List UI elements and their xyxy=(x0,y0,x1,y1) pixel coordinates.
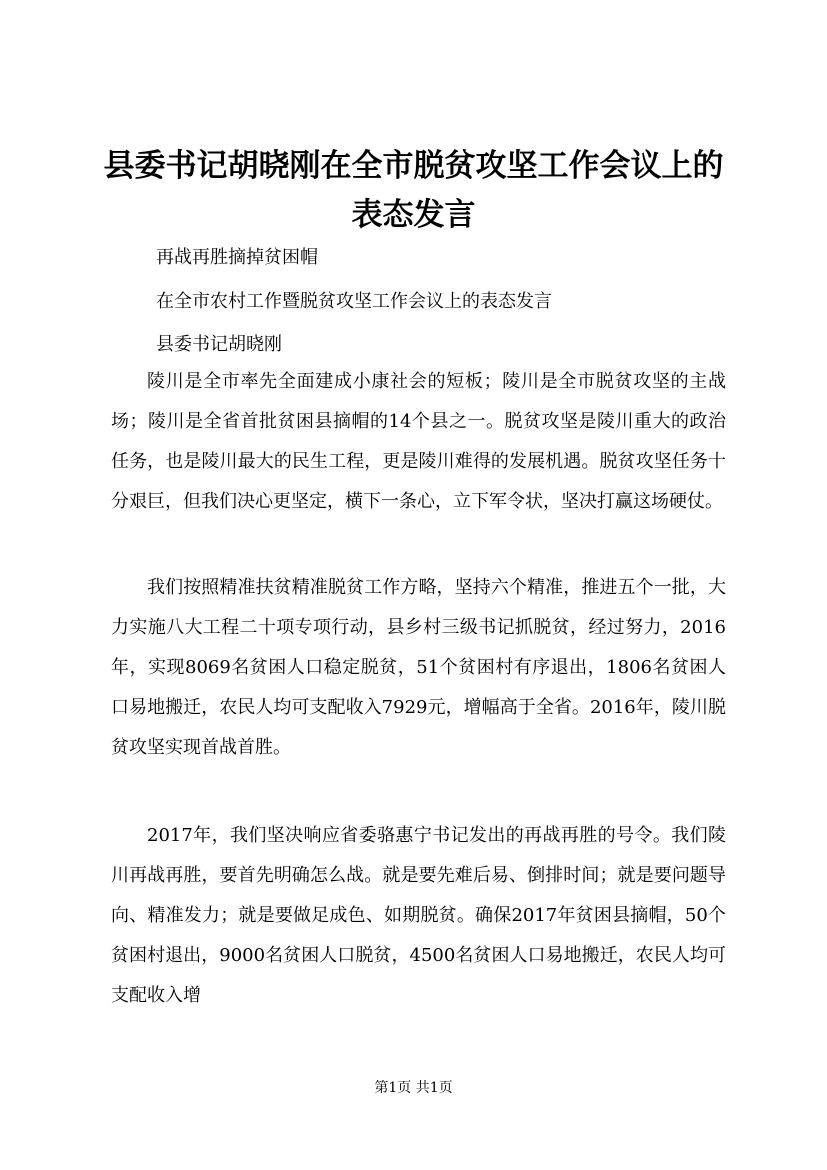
paragraph-2: 我们按照精准扶贫精准脱贫工作方略，坚持六个精准，推进五个一批，大力实施八大工程二十项专项行动，县乡村三级书记抓脱贫，经过努力，2016年，实现8069名贫困人口稳定脱贫，51个贫困村有序退出，1806名贫困人口易地搬迁，农民人均可支配收入7929元，增幅高于全省。2016年，陵川脱贫攻坚实现首战首胜。 xyxy=(111,577,726,758)
subtitle-line-3: 县委书记胡晓刚 xyxy=(156,334,282,355)
page-footer: 第1页 共1页 xyxy=(374,1080,453,1096)
paragraph-3: 2017年，我们坚决响应省委骆惠宁书记发出的再战再胜的号令。我们陵川再战再胜，要首先明确怎么战。就是要先难后易、倒排时间；就是要问题导向、精准发力；就是要做足成色、如期脱贫。确保2017年贫困县摘帽，50个贫困村退出，9000名贫困人口脱贫，4500名贫困人口易地搬迁，农民人均可支配收入增 xyxy=(111,825,726,1006)
subtitle-line-1: 再战再胜摘掉贫困帽 xyxy=(156,247,318,268)
subtitle-line-2: 在全市农村工作暨脱贫攻坚工作会议上的表态发言 xyxy=(156,291,552,312)
document-title: 县委书记胡晓刚在全市脱贫攻坚工作会议上的表态发言 xyxy=(103,148,724,233)
paragraph-1: 陵川是全市率先全面建成小康社会的短板；陵川是全市脱贫攻坚的主战场；陵川是全省首批贫困县摘帽的14个县之一。脱贫攻坚是陵川重大的政治任务，也是陵川最大的民生工程，更是陵川难得的发展机遇。脱贫攻坚任务十分艰巨，但我们决心更坚定，横下一条心，立下军令状，坚决打赢这场硬仗。 xyxy=(111,371,726,512)
